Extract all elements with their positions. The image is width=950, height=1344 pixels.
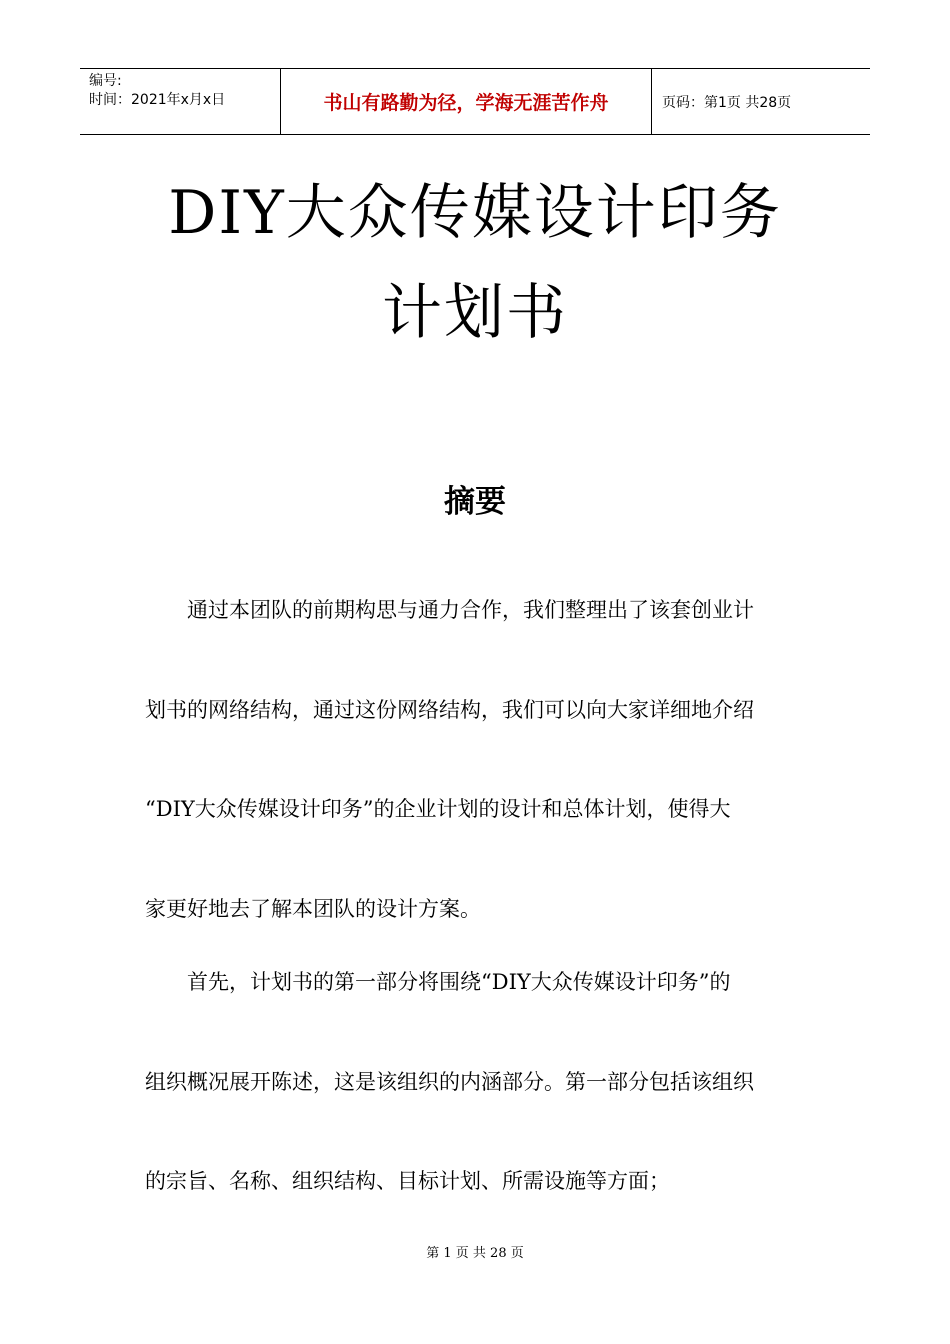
document-number-label: 编号: (89, 73, 122, 89)
abstract-line: 首先，计划书的第一部分将围绕“DIY大众传媒设计印务”的 (145, 970, 731, 994)
header-page-info: 页码：第1页 共28页 (662, 94, 792, 111)
header-meta (80, 69, 281, 134)
document-title-line-2: 计划书 (382, 278, 568, 348)
abstract-heading: 摘要 (444, 484, 506, 520)
page-header (80, 68, 870, 135)
header-motto: 书山有路勤为径，学海无涯苦作舟 (281, 69, 652, 134)
abstract-line: 通过本团队的前期构思与通力合作，我们整理出了该套创业计 (145, 598, 754, 622)
document-time-label: 时间：2021年x月x日 (89, 92, 226, 108)
abstract-line: 划书的网络结构，通过这份网络结构，我们可以向大家详细地介绍 (145, 698, 754, 722)
page-footer: 第 1 页 共 28 页 (426, 1246, 524, 1261)
abstract-line: 家更好地去了解本团队的设计方案。 (145, 897, 481, 921)
abstract-line: 组织概况展开陈述，这是该组织的内涵部分。第一部分包括该组织 (145, 1070, 754, 1094)
document-title-line-1: DIY大众传媒设计印务 (168, 178, 782, 248)
abstract-line: “DIY大众传媒设计印务”的企业计划的设计和总体计划，使得大 (145, 797, 731, 821)
abstract-line: 的宗旨、名称、组织结构、目标计划、所需设施等方面； (145, 1169, 670, 1193)
